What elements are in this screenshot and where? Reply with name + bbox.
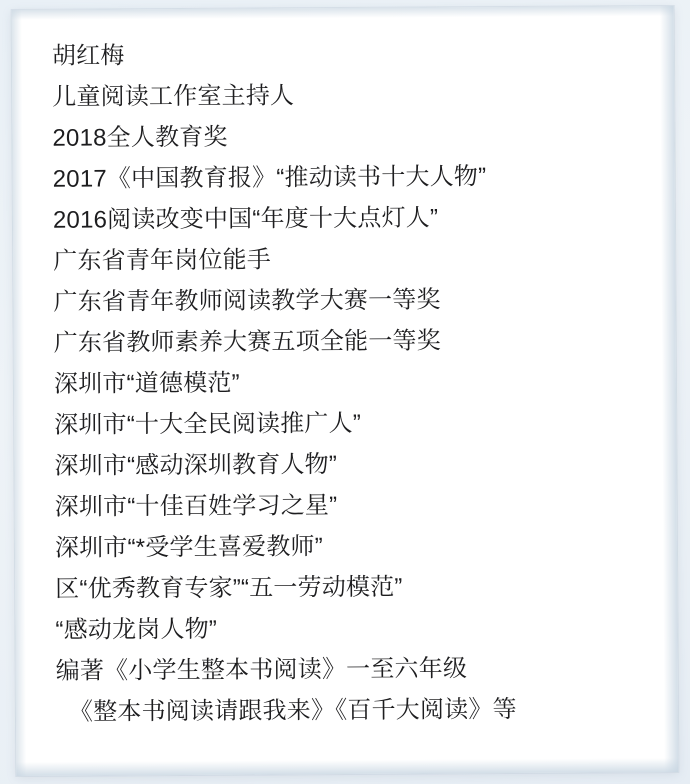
document-line: 2017《中国教育报》“推动读书十大人物” <box>52 163 487 193</box>
document-line: 深圳市“十佳百姓学习之星” <box>54 492 338 521</box>
document-text-block <box>12 6 679 776</box>
document-line: 深圳市“道德模范” <box>53 369 240 398</box>
document-line: 编著《小学生整本书阅读》一至六年级 <box>55 655 468 685</box>
document-line: 2016阅读改变中国“年度十大点灯人” <box>52 204 439 234</box>
document-line: 深圳市“十大全民阅读推广人” <box>54 409 362 439</box>
document-line: 《整本书阅读请跟我来》《百千大阅读》等 <box>68 695 517 726</box>
document-line: “感动龙岗人物” <box>55 615 218 644</box>
document-line: 儿童阅读工作室主持人 <box>52 82 295 111</box>
document-line: 2018全人教育奖 <box>52 123 228 152</box>
document-line: 广东省青年教师阅读教学大赛一等奖 <box>53 286 441 316</box>
document-title: 胡红梅 <box>51 42 125 70</box>
document-line: 区“优秀教育专家”“五一劳动模范” <box>55 573 403 603</box>
document-line: 广东省教师素养大赛五项全能一等奖 <box>53 327 441 357</box>
document-line: 广东省青年岗位能手 <box>53 246 272 275</box>
document-line: 深圳市“*受学生喜爱教师” <box>54 533 323 562</box>
document-line: 深圳市“感动深圳教育人物” <box>54 451 338 480</box>
